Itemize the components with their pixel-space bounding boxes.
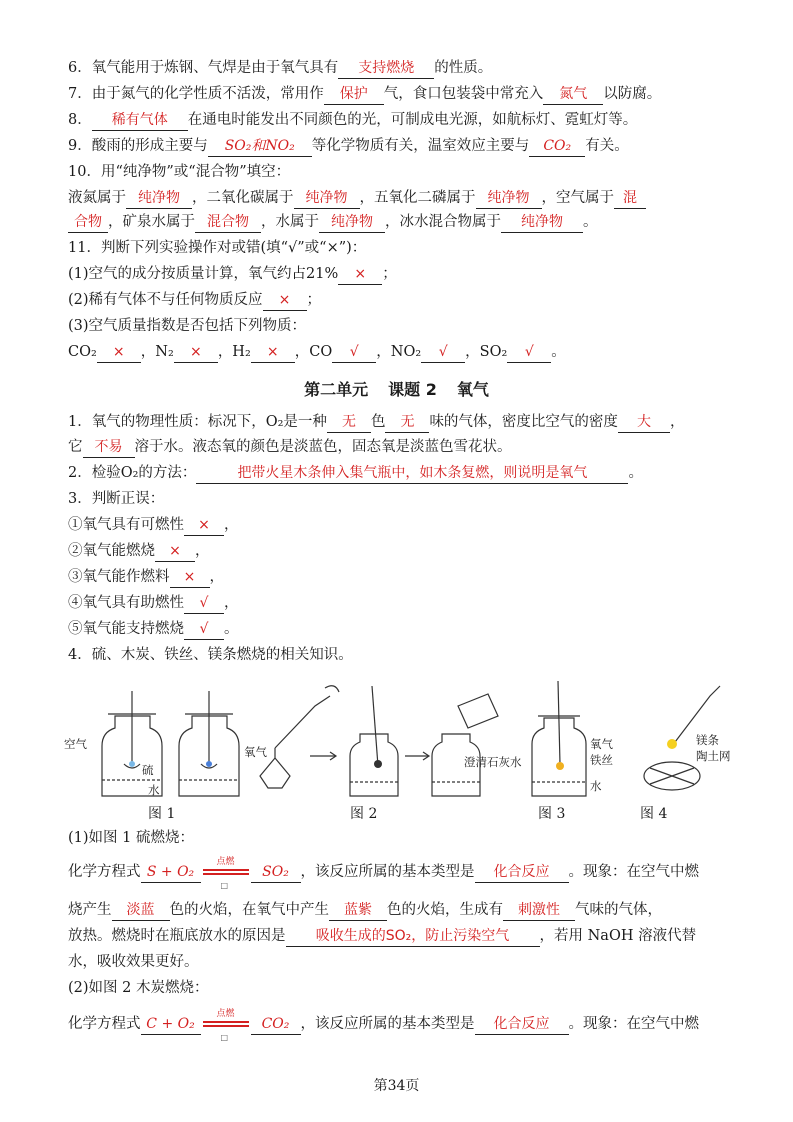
answer-blank: √ (184, 593, 224, 614)
flame-icon (129, 761, 135, 767)
answer-blank: × (174, 342, 218, 363)
answer-blank: 稀有气体 (92, 110, 188, 131)
answer-blank: 无 (385, 412, 429, 433)
text: 液氮属于 (68, 190, 126, 206)
text: ，冰水混合物属于 (385, 214, 501, 230)
sulfur-heading (68, 828, 733, 848)
text: 。 (583, 214, 598, 230)
text: ， (224, 517, 239, 533)
fig-label: 氧气 (590, 737, 613, 751)
text: ； (382, 266, 397, 282)
equation-lhs: S + O₂ (141, 862, 201, 883)
fig-label: 空气 (64, 737, 87, 751)
answer-blank: 支持燃烧 (338, 58, 434, 79)
text: 7．由于氮气的化学性质不活泼，常用作 (68, 86, 324, 102)
answer-blank: 合物 (68, 212, 108, 233)
judge-3 (68, 567, 733, 588)
sulfur-line3 (68, 926, 733, 947)
o1-line (68, 412, 733, 433)
answer-blank: 纯净物 (476, 188, 542, 209)
answer-blank: 无 (327, 412, 371, 433)
text: 味的气体，密度比空气的密度 (429, 414, 618, 430)
text: ； (306, 292, 322, 308)
text: 。现象：在空气中燃 (568, 864, 699, 880)
text: ，该反应所属的基本类型是 (300, 1016, 475, 1032)
text: 。 (551, 344, 566, 360)
q10-line (68, 162, 733, 182)
figure-caption: 图 4 (640, 806, 668, 822)
text: (1)如图 1 硫燃烧： (68, 830, 194, 846)
page-number: 第34页 (373, 1078, 420, 1094)
text: ④氧气具有助燃性 (68, 595, 184, 611)
judge-5 (68, 619, 733, 640)
answer-blank: 把带火星木条伸入集气瓶中，如木条复燃，则说明是氧气 (196, 463, 628, 484)
text: ，CO (294, 344, 333, 360)
judge-4 (68, 593, 733, 614)
text: 3．判断正误： (68, 491, 165, 507)
answer-blank: 淡蓝 (112, 900, 170, 921)
figure-caption: 图 1 (148, 806, 176, 822)
q11-1 (68, 264, 733, 285)
answer-blank: 混 (614, 188, 646, 209)
text: 在通电时能发出不同颜色的光，可制成电光源，如航标灯、霓虹灯等。 (187, 112, 638, 128)
text: ，SO₂ (465, 344, 508, 360)
text: 。 (224, 621, 239, 637)
topic-label: 氧气 (456, 380, 489, 399)
placeholder-box: □ (220, 881, 229, 890)
text: 有关。 (585, 138, 629, 154)
answer-blank: × (251, 342, 295, 363)
equation-lhs: C + O₂ (141, 1014, 201, 1035)
text: 9．酸雨的形成主要与 (68, 138, 208, 154)
text: 的性质。 (434, 60, 493, 76)
text: ，若用 NaOH 溶液代替 (539, 928, 697, 944)
text: 1．氧气的物理性质：标况下，O₂是一种 (68, 414, 327, 430)
text: ③氧气能作燃料 (68, 569, 170, 585)
text: 气味的气体， (575, 902, 662, 918)
text: ，NO₂ (376, 344, 422, 360)
text: ，N₂ (140, 344, 174, 360)
text: ，H₂ (217, 344, 251, 360)
answer-blank: × (184, 515, 224, 536)
text: 烧产生 (68, 902, 112, 918)
text: 它 (68, 439, 83, 455)
combustion-figures (60, 676, 740, 822)
text: ①氧气具有可燃性 (68, 517, 184, 533)
q7-line (68, 84, 733, 105)
text: 放热。燃烧时在瓶底放水的原因是 (68, 928, 286, 944)
fig-label: 陶土网 (696, 749, 731, 763)
answer-blank: × (338, 264, 382, 285)
equation-rhs: CO₂ (251, 1014, 301, 1035)
answer-blank: 纯净物 (319, 212, 385, 233)
condition-label: 点燃 (216, 857, 235, 867)
unit-label: 第二单元 (304, 380, 369, 399)
fig-label: 澄清石灰水 (464, 755, 522, 769)
q10-row2 (68, 212, 733, 233)
lesson-label: 课题 2 (388, 380, 437, 399)
text: ，水属于 (261, 214, 319, 230)
text: (3)空气质量指数是否包括下列物质： (68, 318, 307, 334)
text: ⑤氧气能支持燃烧 (68, 621, 184, 637)
fig-label: 镁条 (696, 733, 719, 747)
text: 色的火焰，生成有 (387, 902, 503, 918)
figure-caption: 图 2 (350, 806, 378, 822)
o1-line2 (68, 437, 733, 458)
text: ②氧气能燃烧 (68, 543, 155, 559)
answer-blank: √ (184, 619, 224, 640)
text: ，该反应所属的基本类型是 (300, 864, 475, 880)
q9-line (68, 136, 733, 157)
equals-sign (201, 857, 251, 890)
q11-3 (68, 316, 733, 336)
q10-row1 (68, 188, 733, 209)
text: 8． (68, 112, 92, 128)
answer-blank: 混合物 (195, 212, 261, 233)
text: ，二氧化碳属于 (192, 190, 294, 206)
fig-label: 硫 (142, 763, 154, 777)
answer-blank: 化合反应 (475, 1014, 569, 1035)
text: ， (209, 569, 224, 585)
text: 色 (370, 414, 386, 430)
text: 2．检验O₂的方法： (68, 465, 197, 481)
text: CO₂ (68, 344, 97, 360)
text: (2)稀有气体不与任何物质反应 (68, 292, 263, 308)
answer-blank: 大 (618, 412, 670, 433)
sulfur-equation-line (68, 857, 733, 890)
text: 4．硫、木炭、铁丝、镁条燃烧的相关知识。 (68, 647, 353, 663)
text: ， (224, 595, 239, 611)
carbon-heading (68, 978, 733, 998)
answer-blank: × (155, 541, 195, 562)
text: 色的火焰，在氧气中产生 (169, 902, 329, 918)
text: 以防腐。 (603, 86, 662, 102)
text: ，矿泉水属于 (108, 214, 195, 230)
o2-line (68, 463, 733, 484)
condition-label: 点燃 (216, 1009, 235, 1019)
answer-blank: 刺激性 (503, 900, 575, 921)
figure-caption: 图 3 (538, 806, 566, 822)
answer-blank: × (170, 567, 210, 588)
carbon-equation-line (68, 1009, 733, 1042)
answer-blank: 保护 (324, 84, 384, 105)
text: 6．氧气能用于炼钢、气焊是由于氧气具有 (68, 60, 339, 76)
o4-line (68, 645, 733, 665)
answer-blank: 纯净物 (294, 188, 360, 209)
text: ， (669, 414, 685, 430)
text: 11．判断下列实验操作对或错(填“√”或“×”)： (68, 240, 367, 256)
text: ，空气属于 (541, 190, 614, 206)
charcoal-icon (374, 760, 382, 768)
text: 。现象：在空气中燃 (568, 1016, 699, 1032)
text: 化学方程式 (68, 1016, 141, 1032)
text: ， (195, 543, 210, 559)
text: 水，吸收效果更好。 (68, 954, 199, 970)
apparatus-illustration (60, 676, 740, 801)
spark-icon (667, 739, 677, 749)
text: 溶于水。液态氧的颜色是淡蓝色，固态氧是淡蓝色雪花状。 (134, 439, 512, 455)
answer-blank: 化合反应 (475, 862, 569, 883)
o3-line (68, 489, 733, 509)
answer-blank: √ (421, 342, 465, 363)
answer-blank: √ (507, 342, 551, 363)
fig-label: 氧气 (244, 745, 267, 759)
q8-line (68, 110, 733, 131)
fig-label: 水 (148, 783, 160, 797)
text: 等化学物质有关，温室效应主要与 (311, 138, 530, 154)
text: ，五氧化二磷属于 (359, 190, 476, 206)
answer-blank: 蓝紫 (329, 900, 387, 921)
answer-blank: 氮气 (543, 84, 603, 105)
flame-icon (206, 761, 212, 767)
text: 10．用“纯净物”或“混合物”填空： (68, 164, 291, 180)
sulfur-line4 (68, 952, 733, 972)
answer-blank: 吸收生成的SO₂，防止污染空气 (286, 926, 540, 947)
spark-icon (556, 762, 564, 770)
answer-blank: SO₂和NO₂ (208, 136, 312, 157)
text: 。 (628, 465, 643, 481)
answer-blank: 纯净物 (501, 212, 583, 233)
sulfur-line2 (68, 900, 733, 921)
fig-label: 水 (590, 779, 602, 793)
q6-line (68, 58, 733, 79)
answer-blank: × (97, 342, 141, 363)
placeholder-box: □ (220, 1033, 229, 1042)
answer-blank: √ (332, 342, 376, 363)
q11-gases (68, 342, 733, 363)
answer-blank: 不易 (83, 437, 135, 458)
judge-1 (68, 515, 733, 536)
judge-2 (68, 541, 733, 562)
text: (1)空气的成分按质量计算，氧气约占21% (68, 266, 339, 282)
section-title (0, 377, 793, 400)
answer-blank: CO₂ (529, 136, 585, 157)
equals-sign (201, 1009, 251, 1042)
equation-rhs: SO₂ (251, 862, 301, 883)
text: 气，食口包装袋中常充入 (383, 86, 544, 102)
text: 化学方程式 (68, 864, 141, 880)
answer-blank: 纯净物 (126, 188, 192, 209)
fig-label: 铁丝 (590, 753, 613, 767)
q11-line (68, 238, 733, 258)
answer-blank: × (263, 290, 307, 311)
text: (2)如图 2 木炭燃烧： (68, 980, 209, 996)
q11-2 (68, 290, 733, 311)
